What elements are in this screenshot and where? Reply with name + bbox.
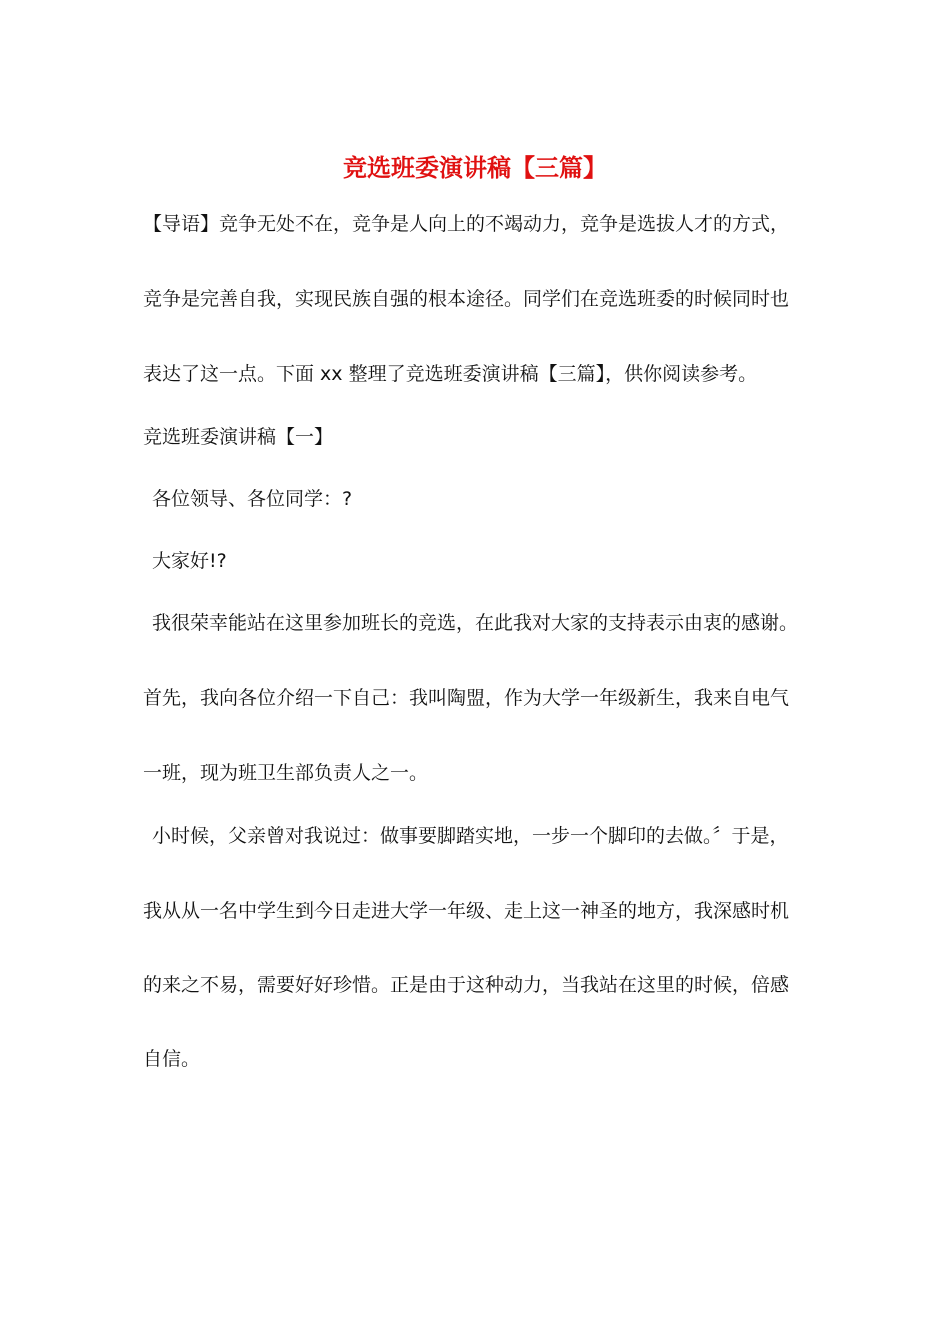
body-paragraph-2-line-1: 小时候，父亲曾对我说过：做事要脚踏实地，一步一个脚印的去做。〞于是，: [152, 825, 789, 847]
intro-line-1: 【导语】竞争无处不在，竞争是人向上的不竭动力，竞争是选拔人才的方式，: [143, 213, 790, 235]
greeting-line: 各位领导、各位同学：?: [152, 488, 353, 510]
section-heading: 竞选班委演讲稿【一】: [143, 426, 334, 448]
hello-line: 大家好!?: [152, 550, 227, 572]
body-paragraph-2-line-4: 自信。: [143, 1048, 201, 1070]
intro-line-3: 表达了这一点。下面 xx 整理了竞选班委演讲稿【三篇】，供你阅读参考。: [143, 363, 758, 385]
body-paragraph-1-line-3: 一班，现为班卫生部负责人之一。: [143, 762, 429, 784]
body-paragraph-1-line-1: 我很荣幸能站在这里参加班长的竞选，在此我对大家的支持表示由衷的感谢。: [152, 612, 799, 634]
body-paragraph-2-line-3: 的来之不易，需要好好珍惜。正是由于这种动力，当我站在这里的时候，倍感: [143, 974, 790, 996]
intro-line-2: 竞争是完善自我，实现民族自强的根本途径。同学们在竞选班委的时候同时也: [143, 288, 790, 310]
body-paragraph-2-line-2: 我从从一名中学生到今日走进大学一年级、走上这一神圣的地方，我深感时机: [143, 900, 790, 922]
body-paragraph-1-line-2: 首先，我向各位介绍一下自己：我叫陶盟，作为大学一年级新生，我来自电气: [143, 687, 790, 709]
document-title: 竞选班委演讲稿【三篇】: [343, 154, 607, 182]
